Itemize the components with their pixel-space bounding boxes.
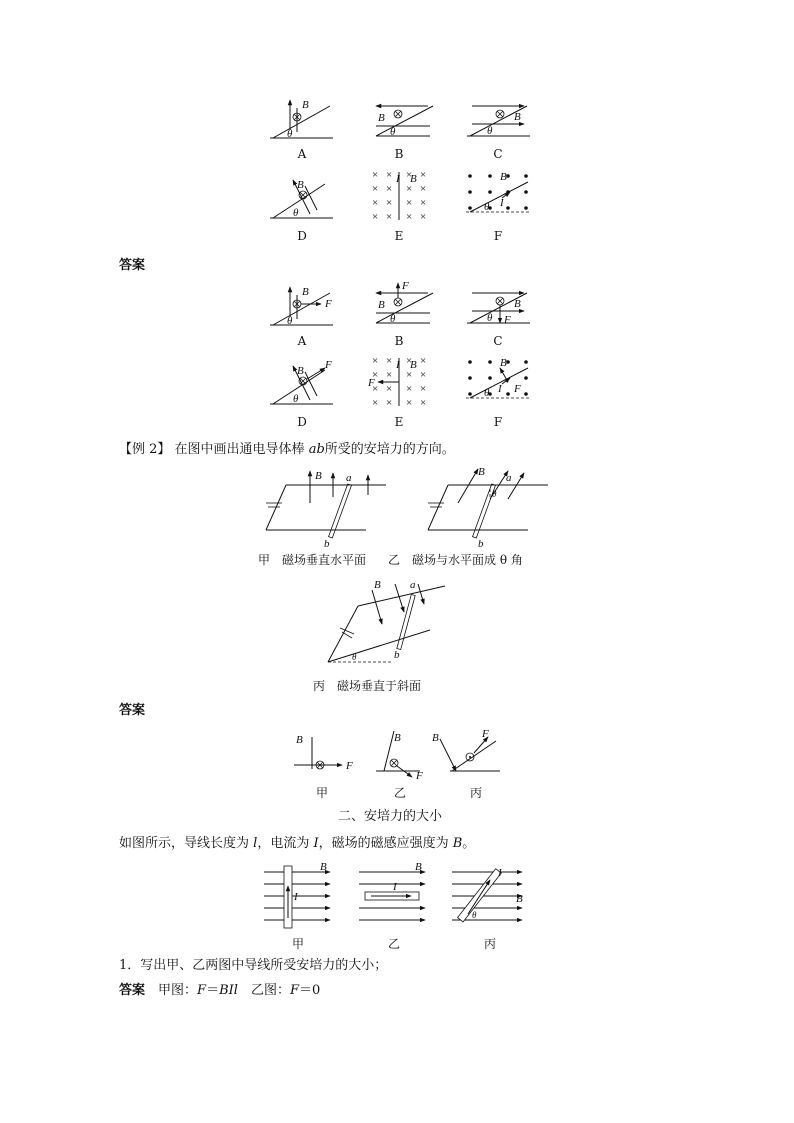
answer-figure-label-b: B — [394, 334, 404, 348]
b-end-label: b — [324, 538, 330, 550]
intro-text-1: 如图所示，导线长度为 — [119, 836, 254, 851]
size-figure-yi — [357, 862, 429, 932]
svg-text:×: × — [372, 197, 379, 209]
svg-text:×: × — [372, 211, 379, 223]
theta-label: θ — [484, 387, 490, 399]
i-label: I — [396, 359, 400, 371]
example2-statement — [119, 443, 455, 456]
ex2-answer-label-bing: 丙 — [469, 786, 482, 800]
b-label: B — [302, 286, 309, 298]
answer-figure-label-a: A — [297, 334, 307, 348]
b-label: B — [432, 732, 439, 744]
section-title: 二、安培力的大小 — [338, 809, 443, 824]
b-label: B — [500, 171, 507, 183]
figure-q-e — [368, 168, 438, 223]
svg-text:×: × — [386, 169, 393, 181]
answer-label: 答案 — [119, 703, 146, 718]
example-text-before: 在图中画出通电导体棒 — [174, 442, 305, 457]
a-label: a — [506, 472, 512, 484]
svg-text:×: × — [386, 383, 393, 395]
a-label: a — [346, 472, 352, 484]
theta-label: θ — [472, 910, 477, 920]
theta-label: θ — [352, 652, 357, 662]
answer-1 — [119, 984, 320, 997]
example-text-italic: ab — [308, 442, 325, 457]
f-label: F — [514, 383, 521, 395]
figure-q-d — [265, 174, 335, 222]
b-end-label: b — [394, 649, 400, 661]
figure-label-e: E — [394, 229, 404, 243]
figure-ans-e — [366, 354, 438, 409]
svg-text:×: × — [386, 211, 393, 223]
b-label: B — [514, 298, 521, 310]
intro-text-2: ，电流为 — [257, 836, 314, 851]
intro-var-i: I — [313, 836, 319, 851]
b-label: B — [514, 111, 521, 123]
b-label: B — [378, 299, 385, 311]
answer-label: 答案 — [119, 258, 146, 273]
svg-text:×: × — [406, 169, 413, 181]
caption-jia: 甲 磁场垂直水平面 — [258, 553, 367, 567]
svg-text:×: × — [420, 183, 427, 195]
f-label: F — [346, 760, 353, 772]
intro-text-3: ，磁场的磁感应强度为 — [318, 836, 453, 851]
ex2-answer-label-jia: 甲 — [315, 786, 328, 800]
b-label: B — [516, 893, 523, 905]
svg-text:×: × — [372, 397, 379, 409]
b-label: B — [410, 173, 417, 185]
figure-q-b — [368, 96, 438, 141]
svg-text:×: × — [386, 197, 393, 209]
b-label: B — [297, 179, 304, 191]
caption-bing: 丙 磁场垂直于斜面 — [313, 679, 422, 693]
svg-text:×: × — [386, 369, 393, 381]
f-label: F — [325, 298, 332, 310]
intro-paragraph — [119, 837, 475, 850]
answer-figure-label-f: F — [493, 415, 503, 429]
example-text-after: 所受的安培力的方向。 — [324, 442, 455, 457]
i-label: I — [396, 173, 400, 185]
b-label: B — [320, 861, 327, 873]
figure-label-b: B — [394, 147, 404, 161]
answer-label: 答案 — [119, 983, 146, 998]
f-label: F — [504, 314, 511, 326]
svg-text:×: × — [372, 355, 379, 367]
svg-text:×: × — [386, 183, 393, 195]
ex2-figure-jia — [258, 465, 388, 550]
svg-text:×: × — [420, 369, 427, 381]
b-label: B — [297, 365, 304, 377]
figure-q-c — [462, 96, 532, 141]
f-label: F — [416, 770, 423, 782]
figure-label-a: A — [297, 147, 307, 161]
b-label: B — [296, 734, 303, 746]
size-figure-jia — [262, 862, 334, 932]
figure-q-f — [462, 168, 532, 218]
figure-ans-c — [462, 283, 532, 328]
size-fig-label-jia: 甲 — [291, 937, 304, 951]
example-tag: 【例 2】 — [119, 442, 171, 457]
theta-label: θ — [390, 126, 396, 138]
svg-text:×: × — [372, 383, 379, 395]
caption-yi: 乙 磁场与水平面成 θ 角 — [388, 553, 523, 567]
figure-ans-d — [265, 360, 345, 408]
i-label: I — [393, 881, 397, 893]
size-fig-label-bing: 丙 — [483, 937, 496, 951]
intro-var-b: B — [452, 836, 463, 851]
answer-f-2: F — [289, 983, 299, 998]
ex2-answer-jia — [292, 729, 362, 777]
b-label: B — [302, 99, 309, 111]
svg-text:×: × — [406, 369, 413, 381]
svg-text:×: × — [420, 211, 427, 223]
size-figure-bing — [450, 862, 526, 932]
svg-text:×: × — [406, 183, 413, 195]
answer-figure-label-c: C — [493, 334, 503, 348]
svg-text:×: × — [372, 183, 379, 195]
svg-text:×: × — [372, 369, 379, 381]
answer-part-1: 甲图： — [158, 983, 198, 998]
theta-label: θ — [390, 313, 396, 325]
intro-text-4: 。 — [462, 836, 476, 851]
figure-label-d: D — [297, 229, 307, 243]
theta-label: θ — [287, 128, 293, 140]
svg-text:×: × — [406, 211, 413, 223]
figure-ans-a — [265, 283, 350, 328]
b-label: B — [478, 466, 485, 478]
b-label: B — [500, 357, 507, 369]
answer-bil: BIl — [219, 983, 238, 998]
f-label: F — [368, 377, 375, 389]
answer-part-2: 乙图： — [237, 983, 290, 998]
i-label: I — [498, 383, 502, 395]
ex2-figure-bing — [320, 578, 450, 668]
svg-text:×: × — [406, 397, 413, 409]
f-label: F — [402, 280, 409, 292]
f-label: F — [325, 359, 332, 371]
b-label: B — [394, 732, 401, 744]
svg-text:×: × — [420, 355, 427, 367]
b-end-label: b — [478, 538, 484, 550]
figure-label-f: F — [493, 229, 503, 243]
theta-label: θ — [487, 312, 493, 324]
svg-text:×: × — [420, 397, 427, 409]
i-label: I — [498, 867, 502, 879]
question-1: 1．写出甲、乙两图中导线所受安培力的大小； — [119, 958, 388, 973]
theta-label: θ — [287, 315, 293, 327]
figure-q-a — [265, 96, 335, 141]
svg-text:×: × — [420, 383, 427, 395]
theta-label: θ — [484, 201, 490, 213]
i-label: I — [294, 891, 298, 903]
b-label: B — [315, 470, 322, 482]
figure-ans-b — [368, 281, 438, 326]
f-label: F — [482, 728, 489, 740]
a-label: a — [410, 579, 416, 591]
ex2-answer-yi — [372, 727, 432, 782]
ex2-figure-yi — [420, 465, 550, 550]
b-label: B — [378, 112, 385, 124]
theta-label: θ — [293, 207, 299, 219]
answer-eq-2: ＝0 — [299, 983, 321, 998]
theta-label: θ — [492, 489, 497, 499]
answer-figure-label-e: E — [394, 415, 404, 429]
svg-text:×: × — [406, 197, 413, 209]
ex2-answer-bing — [430, 727, 505, 782]
svg-text:×: × — [406, 383, 413, 395]
answer-figure-label-d: D — [297, 415, 307, 429]
svg-text:×: × — [372, 169, 379, 181]
svg-text:×: × — [386, 397, 393, 409]
svg-text:×: × — [386, 355, 393, 367]
intro-var-l: l — [253, 836, 258, 851]
theta-label: θ — [293, 393, 299, 405]
answer-eq-1: ＝ — [206, 983, 220, 998]
answer-f-1: F — [197, 983, 207, 998]
b-label: B — [410, 359, 417, 371]
figure-ans-f — [462, 354, 532, 404]
svg-text:×: × — [420, 169, 427, 181]
b-label: B — [374, 579, 381, 591]
i-label: I — [500, 197, 504, 209]
figure-label-c: C — [493, 147, 503, 161]
b-label: B — [415, 861, 422, 873]
theta-label: θ — [487, 125, 493, 137]
svg-text:×: × — [420, 197, 427, 209]
size-fig-label-yi: 乙 — [387, 937, 400, 951]
svg-text:×: × — [406, 355, 413, 367]
ex2-answer-label-yi: 乙 — [393, 786, 406, 800]
